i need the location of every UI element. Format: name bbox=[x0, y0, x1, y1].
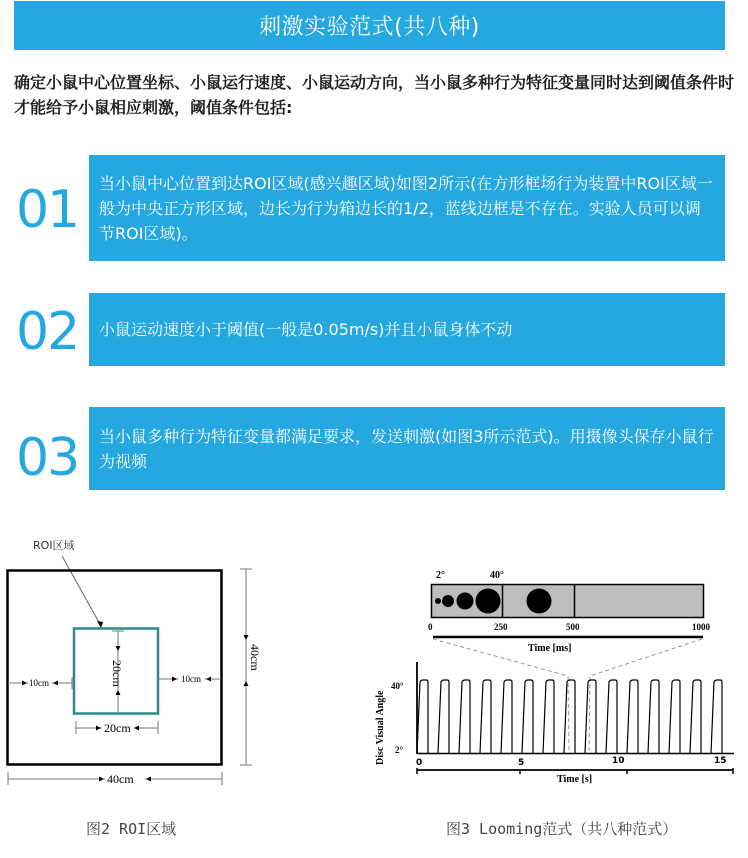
condition-text-03: 当小鼠多种行为特征变量都满足要求，发送刺激(如图3所示范式)。用摄像头保存小鼠行为视频 bbox=[99, 426, 714, 471]
roi-width-label: 20cm bbox=[104, 721, 131, 735]
y-tick-2: 2° bbox=[395, 745, 404, 755]
looming-pulses bbox=[417, 680, 722, 753]
disc-40deg bbox=[476, 589, 501, 614]
s-tick-15: 15 bbox=[714, 756, 727, 766]
right-gap-label: 10cm bbox=[181, 674, 201, 684]
ms-tick-250: 250 bbox=[494, 622, 508, 632]
figure2-caption: 图2 ROI区域 bbox=[86, 820, 177, 838]
condition-text-01: 当小鼠中心位置到达ROI区域(感兴趣区域)如图2所示(在方形框场行为装置中ROI区域一般为中央正方形区域，边长为行为箱边长的1/2，蓝线边框是不存在。实验人员可以调节ROI区域)。 bbox=[99, 173, 713, 243]
page-header bbox=[14, 1, 725, 50]
page-title: 刺激实验范式(共八种) bbox=[259, 15, 480, 40]
condition-card-02 bbox=[89, 293, 725, 366]
looming-chart bbox=[360, 560, 748, 790]
s-axis-label: Time [s] bbox=[557, 774, 593, 785]
intro-paragraph: 确定小鼠中心位置坐标、小鼠运行速度、小鼠运动方向，当小鼠多种行为特征变量同时达到阈值条件时才能给予小鼠相应刺激，阈值条件包括: bbox=[14, 73, 735, 117]
box-height-label: 40cm bbox=[248, 644, 262, 671]
ms-tick-1000: 1000 bbox=[692, 622, 710, 632]
s-tick-0: 0 bbox=[416, 758, 423, 768]
roi-height-label: 20cm bbox=[110, 660, 124, 687]
end-angle-label: 40° bbox=[490, 570, 504, 581]
condition-text-02: 小鼠运动速度小于阈值(一般是0.05m/s)并且小鼠身体不动 bbox=[99, 320, 513, 339]
left-gap-label: 10cm bbox=[29, 678, 49, 688]
disc-2deg bbox=[435, 598, 441, 604]
roi-diagram bbox=[0, 530, 280, 790]
ms-tick-0: 0 bbox=[428, 622, 433, 632]
s-tick-5: 5 bbox=[518, 758, 525, 768]
s-tick-10: 10 bbox=[612, 756, 625, 766]
ms-tick-500: 500 bbox=[566, 622, 580, 632]
roi-label: ROI区域 bbox=[33, 539, 75, 552]
condition-card-03 bbox=[89, 407, 725, 490]
condition-number-02: 02 bbox=[16, 302, 79, 362]
condition-number-03: 03 bbox=[16, 428, 79, 488]
ms-axis-label: Time [ms] bbox=[528, 643, 572, 654]
y-axis-label: Disc Visual Angle bbox=[375, 690, 386, 765]
y-tick-40: 40° bbox=[391, 681, 404, 691]
condition-number-01: 01 bbox=[16, 180, 79, 240]
box-width-label: 40cm bbox=[107, 772, 134, 786]
condition-card-01 bbox=[89, 155, 725, 261]
start-angle-label: 2° bbox=[436, 570, 445, 581]
figure3-caption: 图3 Looming范式（共八种范式） bbox=[446, 820, 678, 838]
